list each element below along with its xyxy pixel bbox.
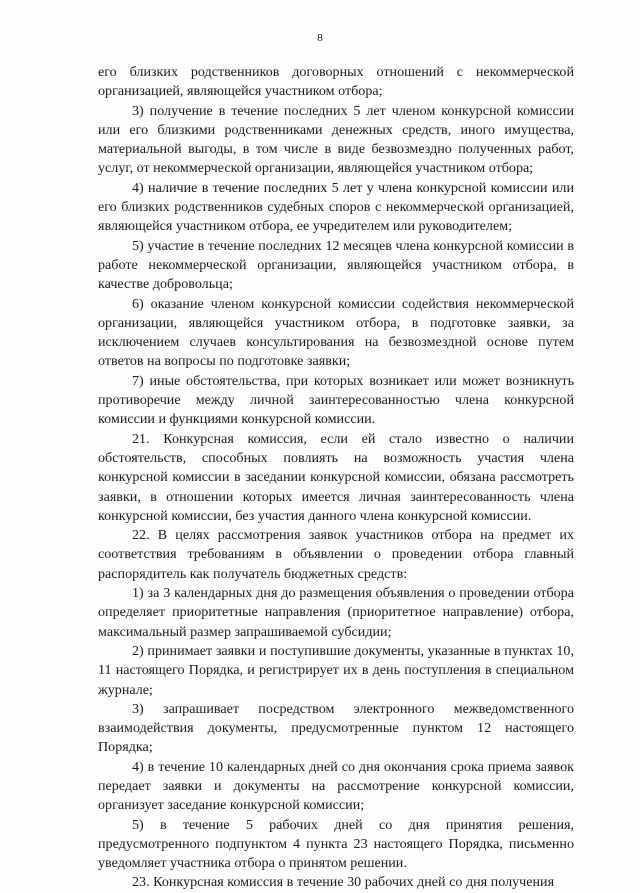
paragraph-item-6: 6) оказание членом конкурсной комиссии содействия некоммерческой организации, являющейся участником отбора, в подготовке заявки, за исключением случаев консультирования на безвозмездной основе путем ответов на вопросы по подготовке заявки; — [98, 295, 574, 370]
paragraph-item-5: 5) участие в течение последних 12 месяцев члена конкурсной комиссии в работе некоммерческой организации, являющейся участником отбора, в качестве добровольца; — [98, 237, 574, 293]
paragraph-item-3: 3) получение в течение последних 5 лет членом конкурсной комиссии или его близкими родственниками денежных средств, иного имущества, материальной выгоды, в том числе в виде безвозмездно полученных работ, услуг, от некоммерческой организации, являющейся участником отбора; — [98, 102, 574, 177]
paragraph-clause-23: 23. Конкурсная комиссия в течение 30 рабочих дней со дня получения — [132, 874, 555, 891]
paragraph-clause-22-item-1: 1) за 3 календарных дня до размещения объявления о проведении отбора определяет приоритетные направления (приоритетное направление) отбора, максимальный размер запрашиваемой субсидии; — [98, 585, 574, 640]
paragraph-clause-22: 22. В целях рассмотрения заявок участников отбора на предмет их соответствия требованиям в объявлении о проведении отбора главный распорядитель как получатель бюджетных средств: — [98, 527, 574, 582]
paragraph-continuation: его близких родственников договорных отношений с некоммерческой организацией, являющейся участником отбора; — [98, 64, 574, 100]
paragraph-clause-22-item-3: 3) запрашивает посредством электронного межведомственного взаимодействия документы, предусмотренные пунктом 12 настоящего Порядка; — [98, 700, 574, 756]
document-body — [98, 63, 574, 893]
paragraph-clause-22-item-4: 4) в течение 10 календарных дней со дня окончания срока приема заявок передает заявки и документы на рассмотрение конкурсной комиссии, организует заседание конкурсной комиссии; — [98, 758, 574, 814]
paragraph-clause-22-item-2: 2) принимает заявки и поступившие документы, указанные в пунктах 10, 11 настоящего Порядка, и регистрирует их в день поступления в специальном журнале; — [98, 642, 574, 698]
paragraph-clause-22-item-5: 5) в течение 5 рабочих дней со дня принятия решения, предусмотренного подпунктом 4 пункта 23 настоящего Порядка, письменно уведомляет участника отбора о принятом решении. — [98, 816, 574, 872]
page-number: 8 — [317, 32, 323, 44]
paragraph-item-4: 4) наличие в течение последних 5 лет у члена конкурсной комиссии или его близких родственников судебных споров с некоммерческой организацией, являющейся участником отбора, ее учредителем или руководителем; — [98, 179, 574, 235]
paragraph-item-7: 7) иные обстоятельства, при которых возникает или может возникнуть противоречие между личной заинтересованностью члена конкурсной комиссии и функциями конкурсной комиссии. — [98, 372, 574, 428]
paragraph-clause-21: 21. Конкурсная комиссия, если ей стало известно о наличии обстоятельств, способных повлиять на возможность участия члена конкурсной комиссии в заседании конкурсной комиссии, обязана рассмотреть заявки, в отношении которых имеется личная заинтересованность члена конкурсной комиссии, без участия данного члена конкурсной комиссии. — [98, 430, 574, 524]
